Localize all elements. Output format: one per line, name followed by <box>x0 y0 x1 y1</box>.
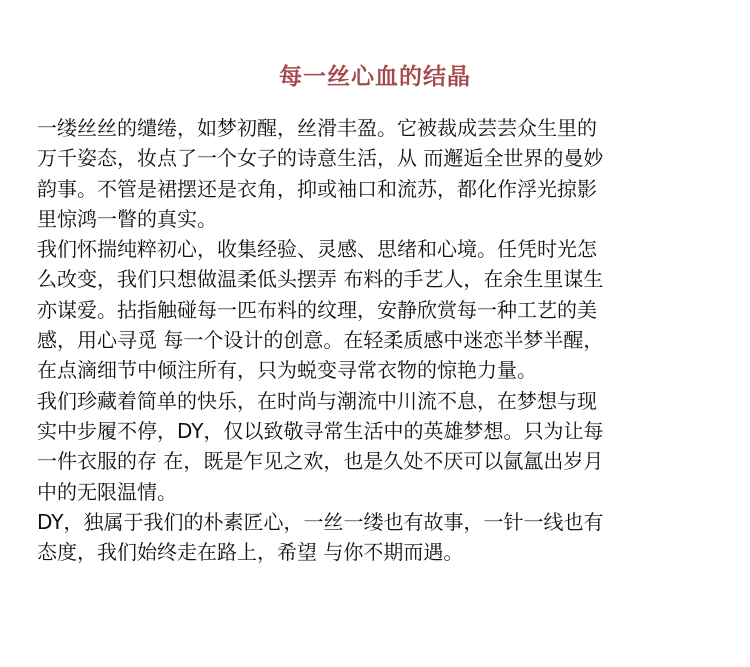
text-line: 韵事。不管是裙摆还是衣角，抑或袖口和流苏，都化作浮光掠影 <box>37 176 597 201</box>
text-line: 么改变，我们只想做温柔低头摆弄 布料的手艺人，在余生里谋生 <box>37 267 604 292</box>
text-line: 一件衣服的存 在，既是乍见之欢，也是久处不厌可以氤氲出岁月 <box>37 449 604 474</box>
text-line: DY，独属于我们的朴素匠心，一丝一缕也有故事，一针一线也有 <box>37 509 604 534</box>
text-line: 实中步履不停，DY，仅以致敬寻常生活中的英雄梦想。只为让每 <box>37 418 604 443</box>
text-line: 一缕丝丝的缱绻，如梦初醒，丝滑丰盈。它被裁成芸芸众生里的 <box>37 116 597 140</box>
text-line: 万千姿态，妆点了一个女子的诗意生活，从 而邂逅全世界的曼妙 <box>37 146 604 171</box>
paragraph-2 <box>37 234 727 385</box>
paragraph-4 <box>37 507 727 568</box>
text-line: 中的无限温情。 <box>37 479 177 504</box>
text-line: 我们怀揣纯粹初心，收集经验、灵感、思绪和心境。任凭时光怎 <box>37 237 597 262</box>
text-line: 里惊鸿一瞥的真实。 <box>37 206 217 231</box>
body-text <box>37 113 727 567</box>
text-line: 我们珍藏着简单的快乐，在时尚与潮流中川流不息，在梦想与现 <box>37 388 597 413</box>
paragraph-3 <box>37 386 727 507</box>
text-line: 感，用心寻觅 每一个设计的创意。在轻柔质感中迷恋半梦半醒， <box>37 328 604 353</box>
text-line: 亦谋爱。拈指触碰每一匹布料的纹理，安静欣赏每一种工艺的美 <box>37 297 597 322</box>
text-line: 在点滴细节中倾注所有，只为蜕变寻常衣物的惊艳力量。 <box>37 358 537 383</box>
text-line: 态度，我们始终走在路上，希望 与你不期而遇。 <box>37 540 464 565</box>
paragraph-1 <box>37 113 727 234</box>
page-title: 每一丝心血的结晶 <box>279 64 471 90</box>
